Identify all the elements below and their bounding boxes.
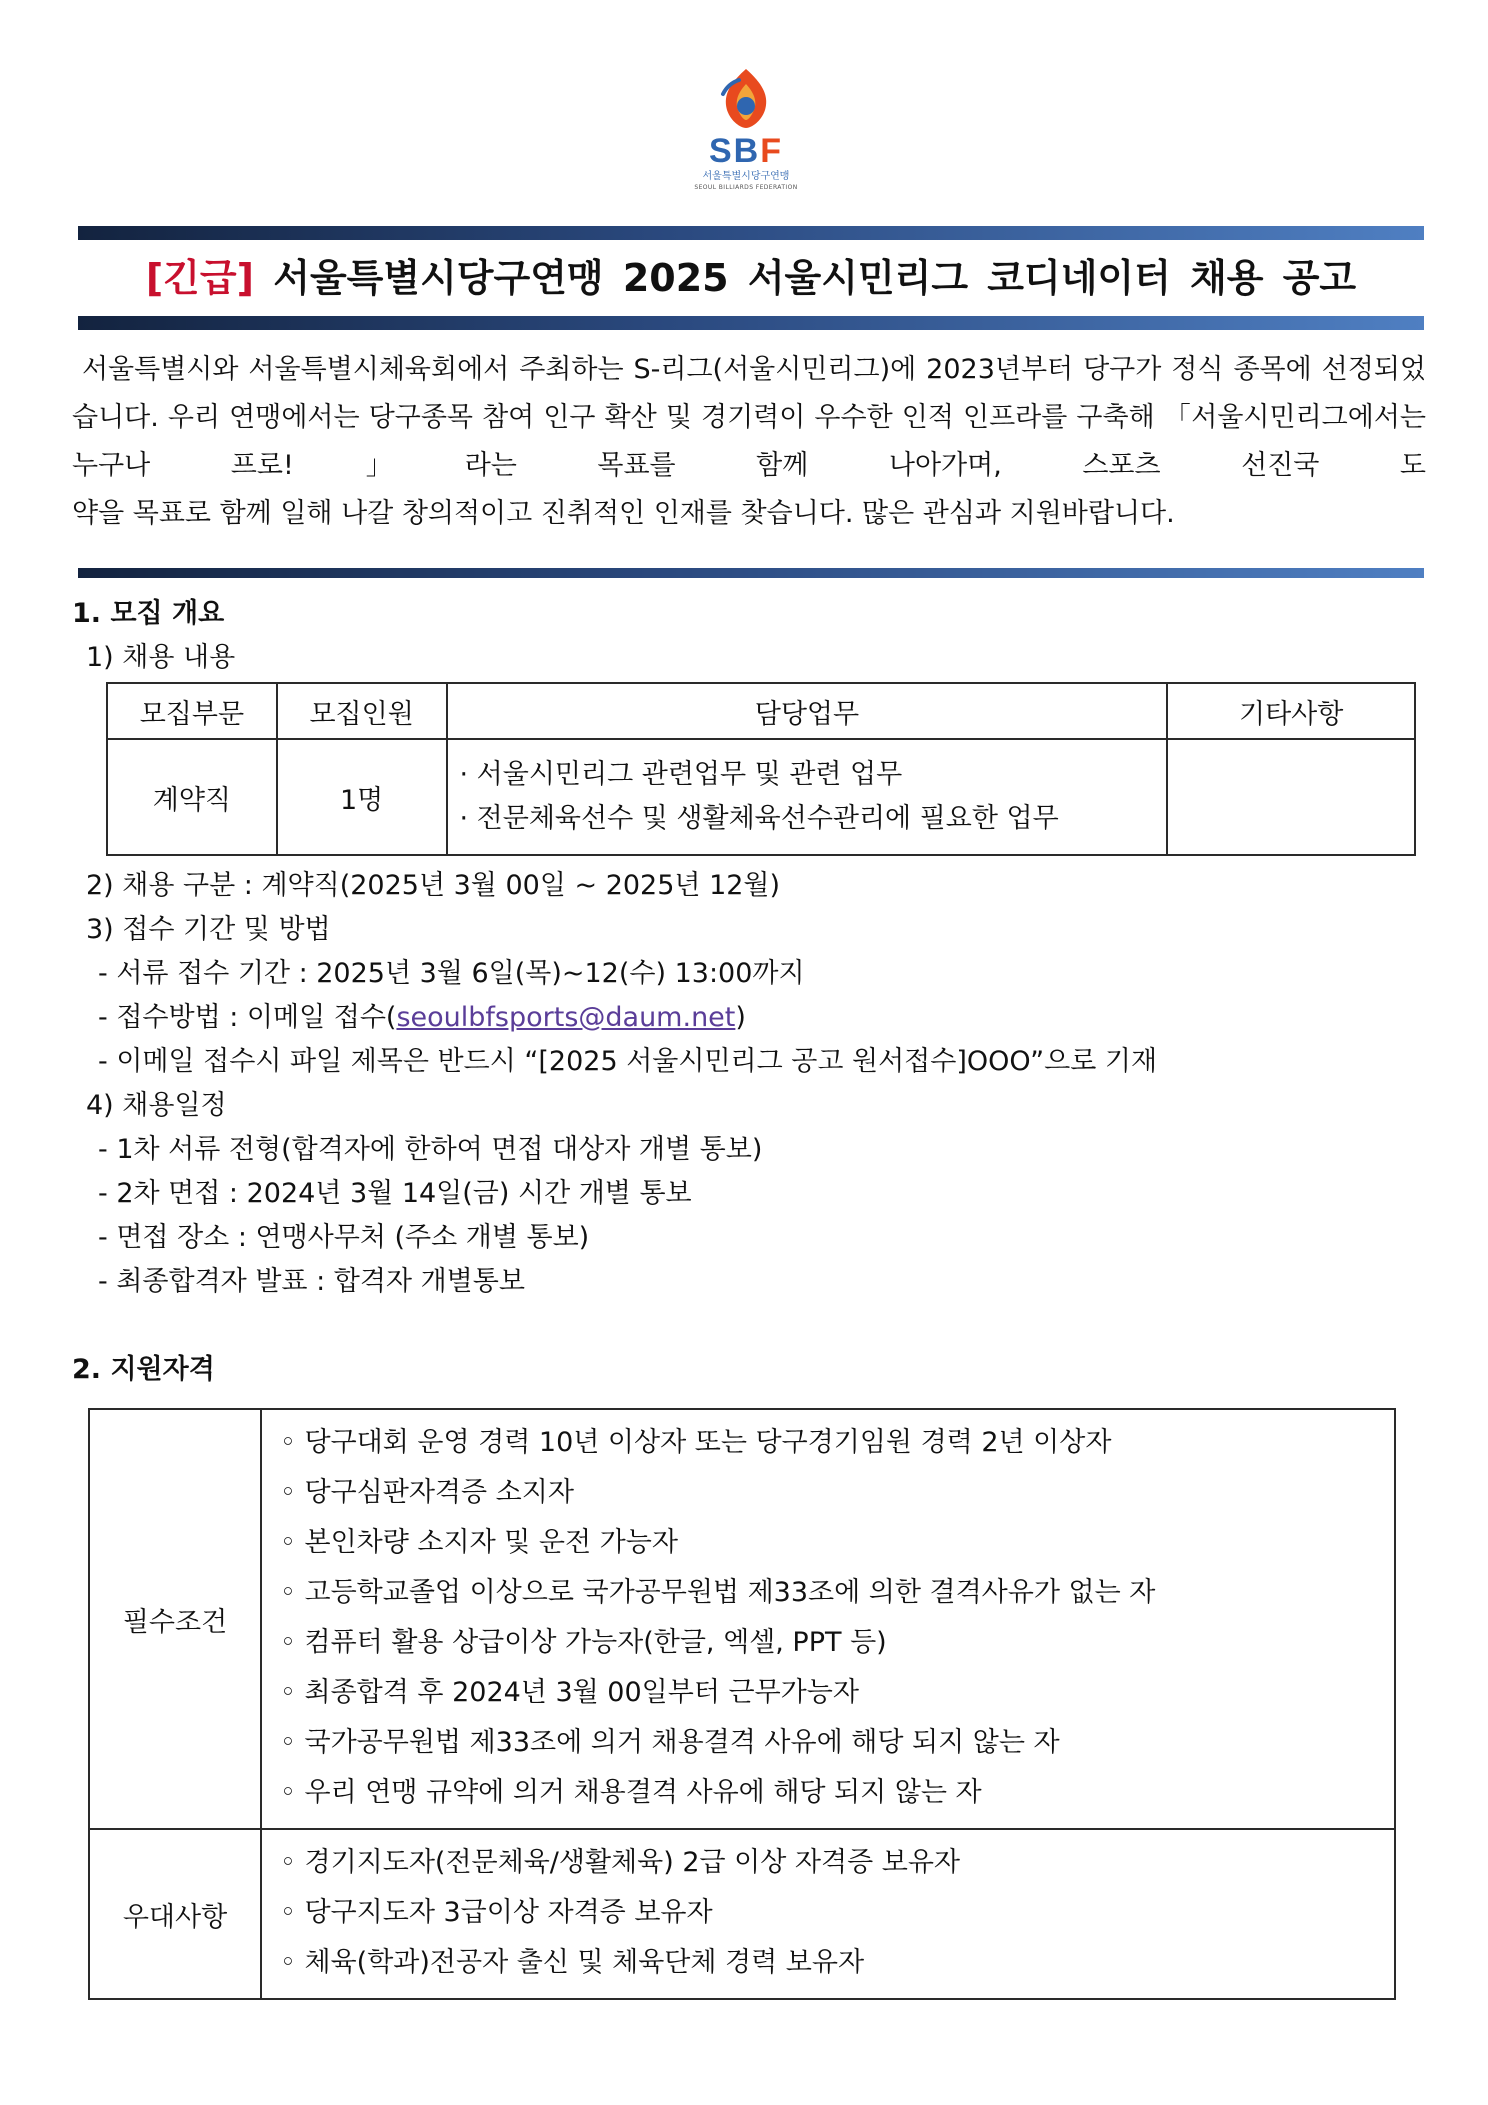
table-row	[89, 1829, 1395, 1999]
section2-heading: 2. 지원자격	[72, 1354, 215, 1385]
list-item: ◦ 체육(학과)전공자 출신 및 체육단체 경력 보유자	[280, 1947, 865, 1978]
list-item: ◦ 경기지도자(전문체육/생활체육) 2급 이상 자격증 보유자	[280, 1847, 960, 1878]
urgent-tag: [긴급]	[145, 256, 254, 300]
schedule-item: - 1차 서류 전형(합격자에 한하여 면접 대상자 개별 통보)	[98, 1134, 763, 1165]
list-item: ◦ 컴퓨터 활용 상급이상 가능자(한글, 엑셀, PPT 등)	[280, 1627, 887, 1658]
preferred-list	[261, 1829, 1395, 1999]
cell-etc	[1167, 739, 1415, 855]
list-item: ◦ 국가공무원법 제33조에 의거 채용결격 사유에 해당 되지 않는 자	[280, 1727, 1060, 1758]
title-text: 서울특별시당구연맹 2025 서울시민리그 코디네이터 채용 공고	[273, 256, 1357, 300]
list-item: ◦ 당구지도자 3급이상 자격증 보유자	[280, 1897, 713, 1928]
list-item: ◦ 고등학교졸업 이상으로 국가공무원법 제33조에 의한 결격사유가 없는 자	[280, 1577, 1156, 1608]
schedule-item: - 최종합격자 발표 : 합격자 개별통보	[98, 1266, 525, 1297]
list-item: ◦ 최종합격 후 2024년 3월 00일부터 근무가능자	[280, 1677, 859, 1708]
title-bottom-bar	[78, 316, 1424, 330]
preferred-label: 우대사항	[89, 1829, 261, 1999]
intro-paragraph: 서울특별시와 서울특별시체육회에서 주최하는 S-리그(서울시민리그)에 2023년부터 당구가 정식 종목에 선정되었습니다. 우리 연맹에서는 당구종목 참여 인구 확산 및 경기력이 우수한 인적 인프라를 구축해 「서울시민리그에서는 누구나 프로!」라는 목표를 함께 나아가며, 스포츠 선진국 도 약을 목표로 함께 일해 나갈 창의적이고 진취적인 인재를 찾습니다. 많은 관심과 지원바랍니다.	[72, 346, 1426, 538]
list-item: ◦ 본인차량 소지자 및 운전 가능자	[280, 1527, 678, 1558]
cell-count: 1명	[277, 739, 447, 855]
logo-english-name: SEOUL BILLIARDS FEDERATION	[694, 184, 798, 191]
table-header-row	[107, 683, 1415, 739]
section-divider	[78, 568, 1424, 578]
email-link[interactable]: seoulbfsports@daum.net	[396, 1002, 736, 1033]
schedule-item: - 2차 면접 : 2024년 3월 14일(금) 시간 개별 통보	[98, 1178, 692, 1209]
header-division: 모집부문	[107, 683, 277, 739]
email-filename-rule: - 이메일 접수시 파일 제목은 반드시 “[2025 서울시민리그 공고 원서접수]OOO”으로 기재	[98, 1046, 1158, 1077]
employment-type: 2) 채용 구분 : 계약직(2025년 3월 00일 ~ 2025년 12월)	[86, 870, 781, 901]
header-count: 모집인원	[277, 683, 447, 739]
recruit-content-label: 1) 채용 내용	[86, 642, 236, 673]
header-duties: 담당업무	[447, 683, 1168, 739]
list-item: ◦ 당구심판자격증 소지자	[280, 1477, 574, 1508]
application-period: - 서류 접수 기간 : 2025년 3월 6일(목)~12(수) 13:00까지	[98, 958, 805, 989]
recruit-table	[106, 682, 1416, 856]
schedule-heading: 4) 채용일정	[86, 1090, 227, 1121]
section1-heading: 1. 모집 개요	[72, 598, 225, 629]
application-period-heading: 3) 접수 기간 및 방법	[86, 914, 331, 945]
duty-item: · 서울시민리그 관련업무 및 관련 업무	[459, 759, 903, 790]
logo-korean-name: 서울특별시당구연맹	[702, 171, 790, 182]
list-item: ◦ 당구대회 운영 경력 10년 이상자 또는 당구경기임원 경력 2년 이상자	[280, 1427, 1112, 1458]
table-row	[89, 1409, 1395, 1829]
table-row	[107, 739, 1415, 855]
intro-last-line: 약을 목표로 함께 일해 나갈 창의적이고 진취적인 인재를 찾습니다. 많은 관심과 지원바랍니다.	[72, 498, 1175, 529]
sbf-logo	[684, 66, 808, 206]
header-etc: 기타사항	[1167, 683, 1415, 739]
duty-item: · 전문체육선수 및 생활체육선수관리에 필요한 업무	[459, 803, 1059, 834]
logo-text: SBF	[708, 132, 783, 170]
application-method: - 접수방법 : 이메일 접수(seoulbfsports@daum.net)	[98, 1002, 746, 1033]
cell-division: 계약직	[107, 739, 277, 855]
qualification-table	[88, 1408, 1396, 2000]
list-item: ◦ 우리 연맹 규약에 의거 채용결격 사유에 해당 되지 않는 자	[280, 1777, 982, 1808]
flame-emblem-icon	[713, 66, 779, 132]
required-label: 필수조건	[89, 1409, 261, 1829]
cell-duties	[447, 739, 1168, 855]
page-title	[78, 244, 1424, 312]
title-top-bar	[78, 226, 1424, 240]
required-list	[261, 1409, 1395, 1829]
schedule-item: - 면접 장소 : 연맹사무처 (주소 개별 통보)	[98, 1222, 590, 1253]
